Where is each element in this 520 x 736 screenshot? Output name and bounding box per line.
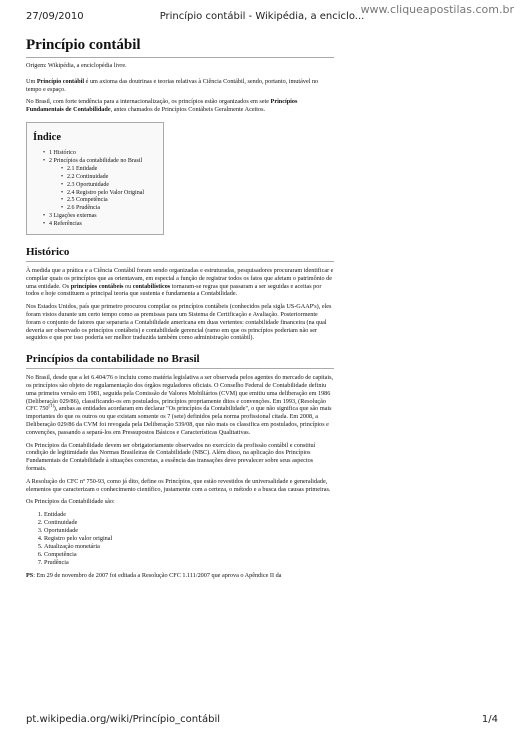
list-item: 7. Prudência bbox=[44, 559, 334, 567]
list-item: 5. Atualização monetária bbox=[44, 543, 334, 551]
toc-item[interactable]: • 3 Ligações externas bbox=[43, 213, 157, 221]
print-date: 27/09/2010 bbox=[26, 11, 84, 22]
principles-list bbox=[26, 511, 334, 566]
page-url: pt.wikipedia.org/wiki/Princípio_contábil bbox=[26, 714, 221, 725]
brasil-paragraph-2: Os Princípios da Contabilidade devem ser obrigatoriamente observados no exercício da profissão contábil e constituí condição de legitimidade das Normas Brasileiras de Contabilidade (NBC). Além disso, na aplicação dos Princípios Fundamentais de Contabilidade à situações concretas, a essência das transações deve prevalecer sobre seus aspectos formais. bbox=[26, 441, 316, 472]
toc-subitem[interactable]: • 2.2 Continuidade bbox=[43, 174, 157, 182]
article-content bbox=[26, 34, 334, 584]
reference-link[interactable]: [1] bbox=[48, 403, 54, 409]
intro-paragraph-2: No Brasil, com forte tendência para a internacionalização, os princípios estão organizados em sete Princípios Fundamentais de Contabilidade, antes chamados de Princípios Contábeis Geralmente Aceitos. bbox=[26, 98, 298, 114]
table-of-contents bbox=[26, 122, 164, 235]
watermark: www.cliqueapostilas.com.br bbox=[360, 3, 514, 16]
toc-subitem[interactable]: • 2.5 Competência bbox=[43, 197, 157, 205]
list-item: 3. Oportunidade bbox=[44, 527, 334, 535]
print-title: Princípio contábil - Wikipédia, a enciclo... bbox=[159, 11, 365, 22]
toc-item[interactable]: • 4 Referências bbox=[43, 221, 157, 229]
toc-list bbox=[33, 150, 157, 229]
toc-title: Índice bbox=[33, 131, 62, 143]
page-number: 1/4 bbox=[481, 714, 498, 725]
brasil-paragraph-1: No Brasil, desde que a lei 6.404/76 o incluiu como matéria legislativa a ser observada pelos agentes do mercado de capitais, os princípios são objeto de regulamentação dos órgãos reguladores oficiais. O Conselho Federal de Contabilidade definiu uma primeira versão em 1981, seguida pela Comissão de Valores Mobiliários (CVM) que emitiu uma deliberação em 1986 (Deliberação 029/86), classificando-os em postulados, princípios propriamente ditos e convenções. Em 1993, (Resolução CFC 750[1]), ambas as entidades acordaram em declarar "Os princípios da Contabilidade", o que não significa que são mais importantes do que os outros ou que existam somente os 7 (sete) definidos pela norma profissional citada. Em 2008, a Deliberação 029/86 da CVM foi revogada pela Deliberação 539/08, que não mais os classifica em postulados, princípios e convenções, passando a separá-los em Pressupostos Básicos e Características Qualitativas. bbox=[26, 374, 334, 436]
toc-subitem[interactable]: • 2.4 Registro pelo Valor Original bbox=[43, 190, 157, 198]
page-title: Princípio contábil bbox=[26, 36, 334, 58]
term-principios-fundamentais: Princípios Fundamentais de Contabilidade bbox=[26, 98, 298, 114]
intro-paragraph-1: Um Princípio contábil é um axioma das doutrinas e teorias relativas à Ciência Contábil, sendo, portanto, imutável no tempo e espaço. bbox=[26, 77, 319, 93]
origin-note: Origem: Wikipédia, a enciclopédia livre. bbox=[26, 62, 127, 69]
toc-item[interactable]: • 1 Histórico bbox=[43, 150, 157, 158]
term-principio-contabil: Princípio contábil bbox=[36, 77, 85, 85]
list-item: 4. Registro pelo valor original bbox=[44, 535, 334, 543]
print-header bbox=[26, 11, 498, 25]
toc-subitem[interactable]: • 2.1 Entidade bbox=[43, 166, 157, 174]
toc-subitem[interactable]: • 2.6 Prudência bbox=[43, 205, 157, 213]
toc-subitem[interactable]: • 2.3 Oportunidade bbox=[43, 182, 157, 190]
brasil-paragraph-3: A Resolução do CFC nº 750-93, como já dito, define os Princípios, que estão revestidos de universalidade e generalidade, elementos que caracterizam o conhecimento científico, justamente com a certeza, o método e a busca das causas primeiras. bbox=[26, 477, 331, 493]
section-heading-brasil: Princípios da contabilidade no Brasil bbox=[26, 352, 334, 369]
list-item: 6. Competência bbox=[44, 551, 334, 559]
principles-list-intro: Os Princípios da Contabilidade são: bbox=[26, 498, 115, 506]
historico-paragraph-1: À medida que a prática e a Ciência Contábil foram sendo organizadas e estruturadas, pesquisadores procuraram identificar e compilar quais os princípios que as orientavam, em especial a função de registrar todos os fatos que afetam o patrimônio de uma entidade. Os princípios contábeis ou contabilísticos tornaram-se regras que passaram a ser seguidas e aceitas por todos e hoje constituem a principal teoria que sustenta e fundamenta a Contabilidade. bbox=[26, 267, 334, 298]
list-item: 1. Entidade bbox=[44, 511, 334, 519]
section-heading-historico: Histórico bbox=[26, 245, 334, 262]
historico-paragraph-2: Nos Estados Unidos, país que primeiro procurou compilar os princípios contábeis (conhecidos pela sigla US-GAAP's), eles foram vistos durante um certo tempo como as premissas para um Sistema de Certificação e Avaliação. Posteriormente foram o conjunto de fatores que separaria a Contabilidade americana em duas vertentes: contabilidade financeira (na qual deveria ser observado os princípios contábeis) e contabilidade gerencial (ramo em que os princípios poderiam não ser seguidos e que por isso poderia ser melhor traduzida também como administração contábil). bbox=[26, 303, 332, 342]
toc-item[interactable]: • 2 Princípios da contabilidade no Brasil bbox=[43, 158, 157, 166]
list-item: 2. Continuidade bbox=[44, 519, 334, 527]
ps-note: PS: Em 29 de novembro de 2007 foi editada a Resolução CFC 1.111/2007 que aprova o Apêndice II da bbox=[26, 571, 282, 579]
